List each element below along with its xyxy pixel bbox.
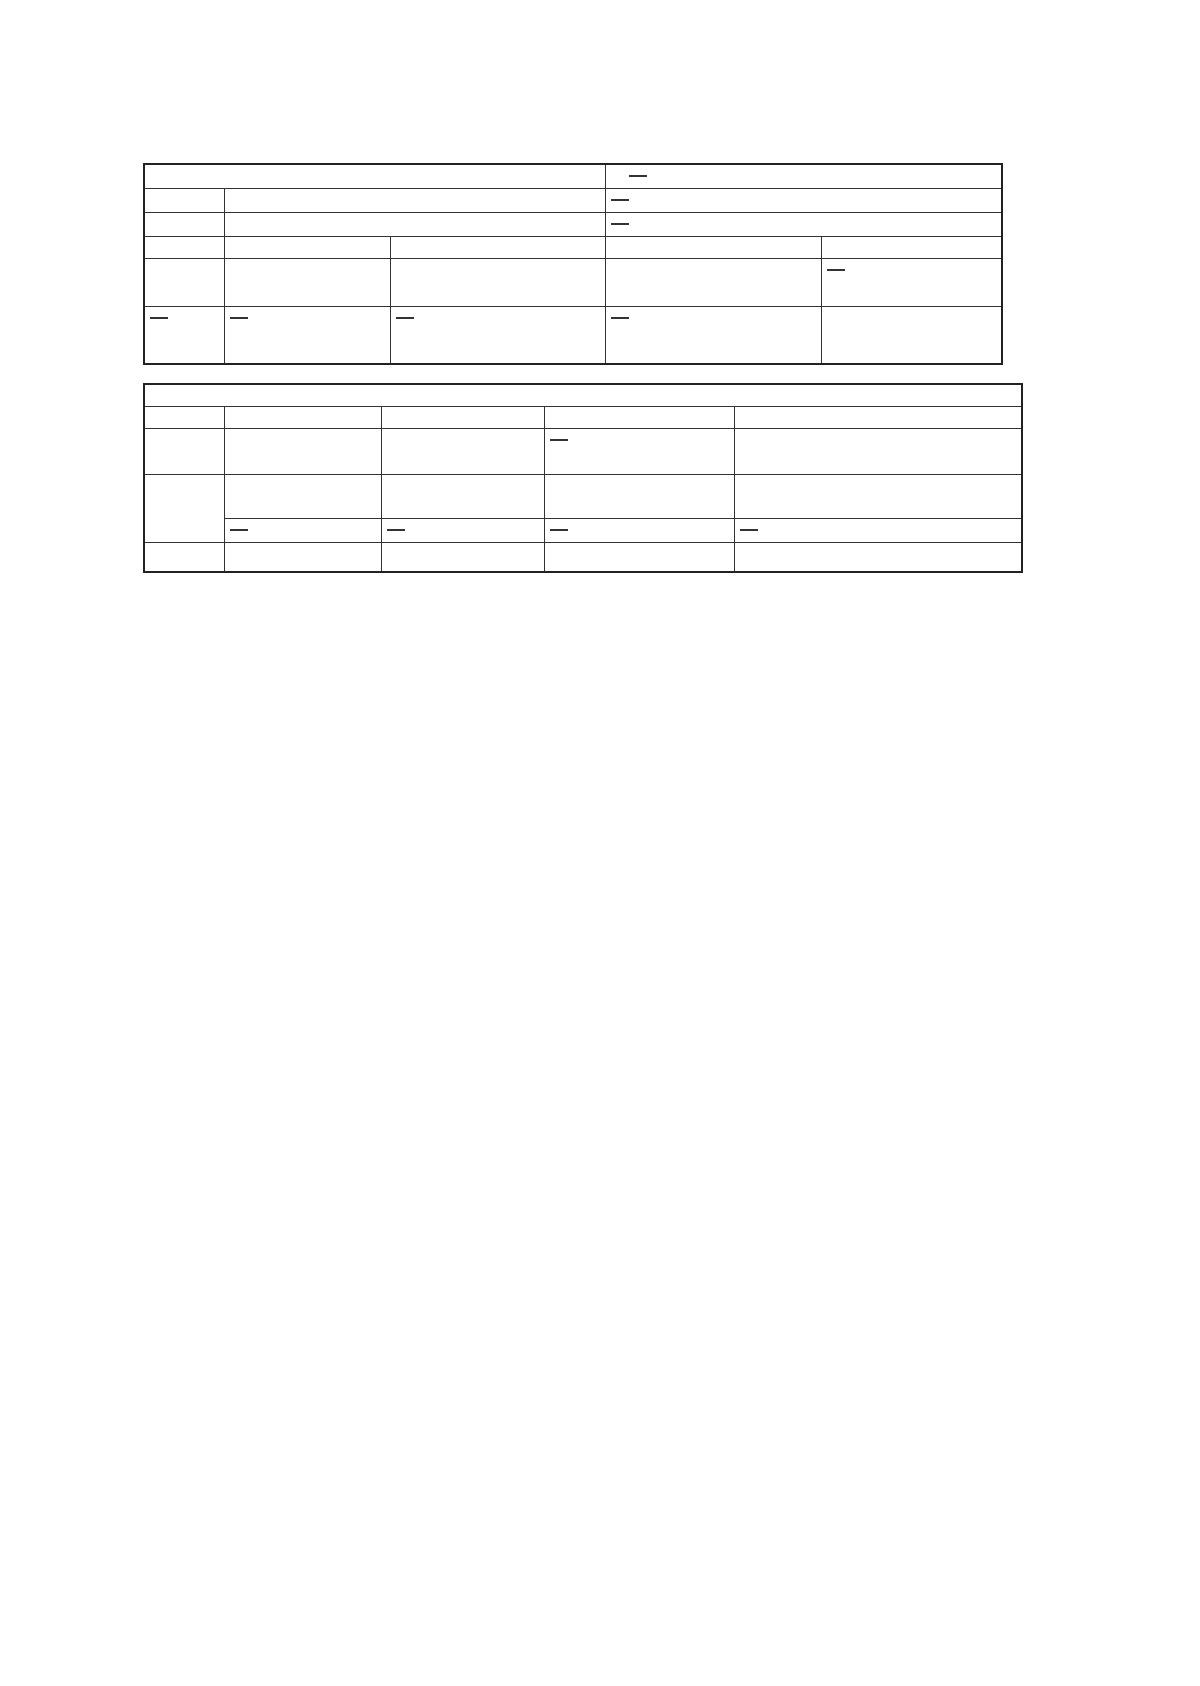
cell-rank (144, 474, 224, 542)
toki-value (821, 306, 1002, 364)
col-rank (144, 406, 224, 428)
yohaku-stamp (827, 269, 845, 271)
col-cause (544, 406, 734, 428)
cell-rank (144, 542, 224, 572)
genin-value (605, 258, 821, 306)
yohaku-stamp (611, 223, 629, 225)
yohaku-stamp (230, 317, 248, 319)
cell-receipt (381, 542, 544, 572)
kaoku-label (144, 212, 224, 236)
yohaku-stamp (550, 529, 568, 531)
kenri-title (144, 384, 1022, 406)
cell-holder (734, 428, 1022, 474)
kenri-rows (144, 428, 1022, 572)
cell-cause (544, 542, 734, 572)
yohaku-stamp (740, 529, 758, 531)
cell-purpose (224, 542, 381, 572)
cell-receipt (381, 428, 544, 474)
cell-holder (734, 474, 1022, 518)
cell-holder (734, 542, 1022, 572)
col-genin (605, 236, 821, 258)
cell-purpose (224, 474, 381, 518)
cell-cause (544, 474, 734, 518)
cell-purpose (224, 428, 381, 474)
kozo-value (224, 258, 390, 306)
hyodai-title (144, 164, 605, 188)
col-purpose (224, 406, 381, 428)
floor-areas (390, 258, 605, 306)
yohaku-stamp (611, 199, 629, 201)
table-row (144, 474, 1022, 518)
table-row (144, 428, 1022, 474)
hyodai-chosei-cell (605, 164, 1002, 188)
yohaku-stamp (611, 317, 629, 319)
yohaku-cell (544, 518, 734, 542)
col-toki (821, 236, 1002, 258)
shurui-value (144, 258, 224, 306)
yohaku-stamp (387, 529, 405, 531)
cell-cause (544, 428, 734, 474)
yohaku-row (144, 518, 1022, 542)
yohaku-cell (381, 518, 544, 542)
hyodai-table (143, 163, 1003, 365)
cell-rank (144, 428, 224, 474)
col-shurui (144, 236, 224, 258)
table-row (144, 542, 1022, 572)
yohaku-stamp (629, 175, 647, 177)
yohaku-stamp (230, 529, 248, 531)
shozai-label (144, 188, 224, 212)
col-kozo (224, 236, 390, 258)
shozai-value (224, 188, 605, 212)
yohaku-cell (734, 518, 1022, 542)
cell-receipt (381, 474, 544, 518)
yohaku-stamp (150, 317, 168, 319)
yohaku-cell (224, 518, 381, 542)
yohaku-stamp (550, 439, 568, 441)
col-receipt (381, 406, 544, 428)
kaoku-value (224, 212, 605, 236)
kenri-table (143, 383, 1023, 573)
col-yuka (390, 236, 605, 258)
col-holder (734, 406, 1022, 428)
yohaku-stamp (396, 317, 414, 319)
